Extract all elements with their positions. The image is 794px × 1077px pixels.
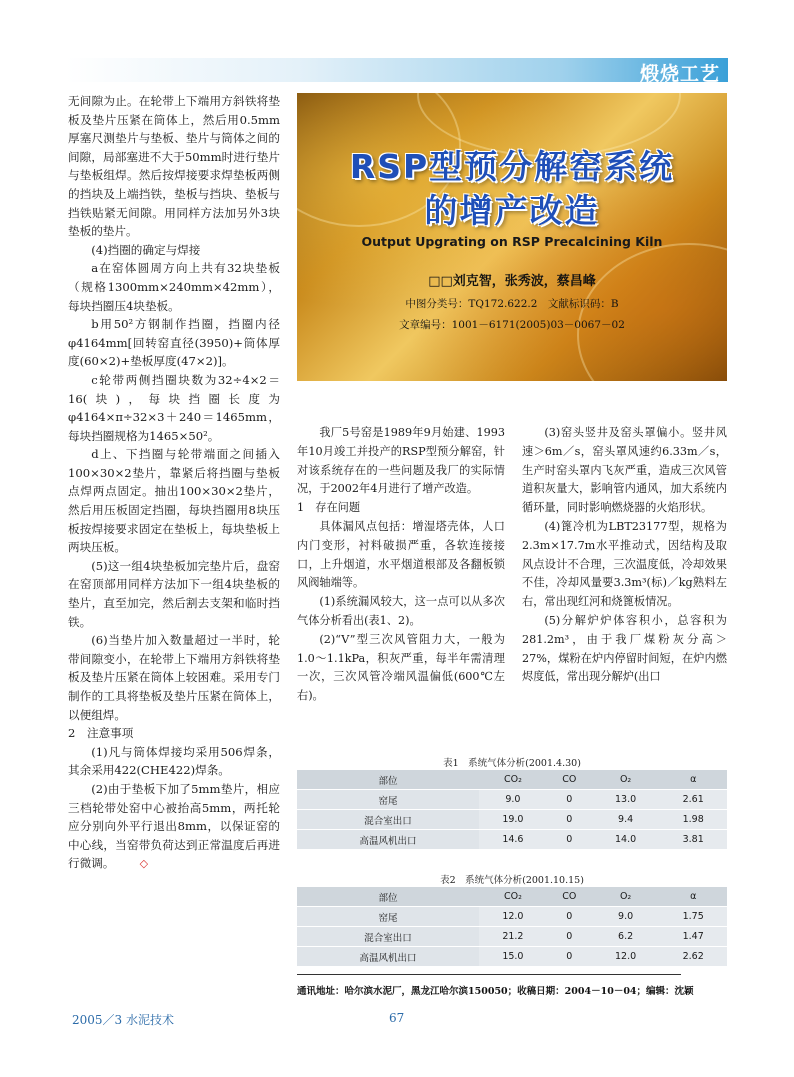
table-cell: 窑尾 (297, 907, 479, 927)
article-title-line1: RSP型预分解窑系统 (349, 147, 675, 186)
table-cell: 1.75 (659, 907, 727, 927)
article-title-banner (297, 93, 727, 381)
footnote: 通讯地址：哈尔滨水泥厂，黑龙江哈尔滨150050；收稿日期：2004－10－04；编辑：沈颖 (297, 986, 694, 997)
table-header-cell: O₂ (592, 887, 660, 907)
paragraph: 我厂5号窑是1989年9月始建、1993年10月竣工并投产的RSP型预分解窑，针对该系统存在的一些问题及我厂的实际情况，于2002年4月进行了增产改造。 (297, 426, 505, 496)
table-cell: 9.4 (592, 810, 660, 830)
paragraph: c轮带两侧挡圈块数为32÷4×2＝16(块)，每块挡圈长度为φ4164×π÷32×3＋240＝1465mm，每块挡圈规格为1465×50²。 (68, 372, 280, 443)
paragraph: a在窑体圆周方向上共有32块垫板（规格1300mm×240mm×42mm），每块挡圈压4块垫板。 (68, 261, 280, 313)
paragraph: 无间隙为止。在轮带上下端用方斜铁将垫板及垫片压紧在筒体上，然后用0.5mm厚塞尺测垫片与垫板、垫片与筒体之间的间隙，局部塞进不大于50mm时进行垫片与垫板组焊。然后按焊接要求焊垫板两侧的挡块及上端挡铁，垫板与挡块、垫板与挡铁贴紧无间隙。用同样方法加另外3块垫板的垫片。 (68, 94, 280, 239)
table-cell: 6.2 (592, 927, 660, 947)
article-classification: 中图分类号：TQ172.622.2 文献标识码：B (405, 298, 619, 310)
footer-journal: 2005／3 水泥技术 (72, 1013, 174, 1027)
footnote-divider (297, 974, 681, 975)
paragraph: (5)分解炉炉体容积小，总容积为281.2m³，由于我厂煤粉灰分高＞27%，煤粉在炉内停留时间短，在炉内燃烬度低，常出现分解炉(出口 (522, 613, 727, 684)
table-row (297, 927, 727, 947)
paragraph: (2)“V”型三次风管阻力大，一般为1.0～1.1kPa，积灰严重，每半年需清理一次，三次风管冷端风温偏低(600℃左右)。 (297, 632, 505, 703)
table2 (297, 887, 727, 967)
table-cell: 14.6 (479, 830, 547, 850)
table1-caption: 表1 系统气体分析(2001.4.30) (443, 758, 581, 769)
table-cell: 高温风机出口 (297, 947, 479, 967)
article-number: 文章编号：1001－6171(2005)03－0067－02 (399, 319, 625, 331)
table-cell: 0 (547, 810, 592, 830)
table-row (297, 830, 727, 850)
article-subtitle-en: Output Upgrating on RSP Precalcining Kiln (361, 234, 663, 249)
table-header-cell: CO (547, 770, 592, 790)
table-cell: 0 (547, 927, 592, 947)
table-cell: 19.0 (479, 810, 547, 830)
table-header-cell: CO (547, 887, 592, 907)
page-number: 67 (389, 1011, 405, 1025)
end-mark-icon: ◇ (139, 857, 149, 871)
table-cell: 混合室出口 (297, 927, 479, 947)
table-header-cell: 部位 (297, 887, 479, 907)
table-row (297, 907, 727, 927)
table-cell: 窑尾 (297, 790, 479, 810)
paragraph: (1)系统漏风较大，这一点可以从多次气体分析看出(表1、2)。 (297, 595, 505, 627)
paragraph: b用50²方钢制作挡圈，挡圈内径φ4164mm[回转窑直径(3950)+筒体厚度(60×2)+垫板厚度(47×2)]。 (68, 317, 280, 369)
table-header-cell: α (659, 887, 727, 907)
table-header-row (297, 887, 727, 907)
paragraph: (4)挡圈的确定与焊接 (91, 242, 201, 257)
article-authors: □□刘克智，张秀波，蔡昌峰 (428, 274, 596, 289)
table-cell: 2.62 (659, 947, 727, 967)
table-header-row (297, 770, 727, 790)
table-cell: 1.47 (659, 927, 727, 947)
section-heading: 2 注意事项 (68, 726, 134, 741)
table-cell: 9.0 (592, 907, 660, 927)
table-cell: 12.0 (592, 947, 660, 967)
left-column (68, 92, 280, 874)
section-title: 煅烧工艺 (639, 63, 720, 85)
middle-column (297, 424, 505, 706)
header-band (66, 58, 728, 85)
table-cell: 12.0 (479, 907, 547, 927)
paragraph-text: (2)由于垫板下加了5mm垫片，相应三档轮带处窑中心被抬高5mm，两托轮应分别向外平行退出8mm，以保证窑的中心线，当窑带负荷达到正常温度后再进行微调。 (68, 781, 280, 871)
table-cell: 14.0 (592, 830, 660, 850)
table-row (297, 810, 727, 830)
paragraph: (3)窑头竖井及窑头罩偏小。竖井风速＞6m／s，窑头罩风速约6.33m／s，生产时窑头罩内飞灰严重，造成三次风管道积灰量大，影响管内通风，加大系统内循环量，同时影响燃烧器的火焰形状。 (522, 426, 727, 515)
table-row (297, 947, 727, 967)
section-heading: 1 存在问题 (297, 501, 361, 515)
table-header-cell: α (659, 770, 727, 790)
paragraph: (5)这一组4块垫板加完垫片后，盘窑在窑顶部用同样方法加下一组4块垫板的垫片，直至加完，然后割去支架和临时挡铁。 (68, 558, 280, 629)
table-cell: 21.2 (479, 927, 547, 947)
table-header-cell: CO₂ (479, 770, 547, 790)
paragraph: (1)凡与筒体焊接均采用506焊条，其余采用422(CHE422)焊条。 (68, 744, 280, 778)
right-column (522, 424, 727, 687)
table-cell: 2.61 (659, 790, 727, 810)
table1 (297, 770, 727, 850)
table-cell: 0 (547, 790, 592, 810)
table-cell: 高温风机出口 (297, 830, 479, 850)
table2-caption: 表2 系统气体分析(2001.10.15) (440, 875, 584, 886)
table-row (297, 790, 727, 810)
table-cell: 15.0 (479, 947, 547, 967)
paragraph: (4)篦冷机为LBT23177型，规格为2.3m×17.7m水平推动式，因结构及取风点设计不合理，三次温度低，冷却效果不佳，冷却风量要3.3m³(标)／kg熟料左右，常出现红河和烧篦板情况。 (522, 519, 727, 609)
article-title-line2: 的增产改造 (424, 191, 600, 230)
table-cell: 0 (547, 830, 592, 850)
table-header-cell: O₂ (592, 770, 660, 790)
table-cell: 9.0 (479, 790, 547, 810)
swirl-decoration (577, 243, 727, 381)
paragraph: 具体漏风点包括：增湿塔壳体，人口内门变形，衬料破损严重，各软连接接口，上升烟道，水平烟道根部及各翻板锁风阀轴端等。 (297, 519, 505, 590)
table-cell: 0 (547, 947, 592, 967)
table-cell: 3.81 (659, 830, 727, 850)
paragraph: (6)当垫片加入数量超过一半时，轮带间隙变小，在轮带上下端用方斜铁将垫板及垫片压紧在筒体上较困难。采用专门制作的工具将垫板及垫片压紧在筒体上，以便组焊。 (68, 633, 280, 722)
table-cell: 1.98 (659, 810, 727, 830)
paragraph: d上、下挡圈与轮带端面之间插入100×30×2垫片，靠紧后将挡圈与垫板点焊两点固定。抽出100×30×2垫片，然后用压板固定挡圈，每块挡圈用8块压板按焊接要求固定在垫板上，每块垫板上两块压板。 (68, 447, 280, 555)
table-header-cell: CO₂ (479, 887, 547, 907)
table-cell: 0 (547, 907, 592, 927)
table-header-cell: 部位 (297, 770, 479, 790)
table-cell: 混合室出口 (297, 810, 479, 830)
table-cell: 13.0 (592, 790, 660, 810)
paragraph-last (68, 780, 280, 874)
